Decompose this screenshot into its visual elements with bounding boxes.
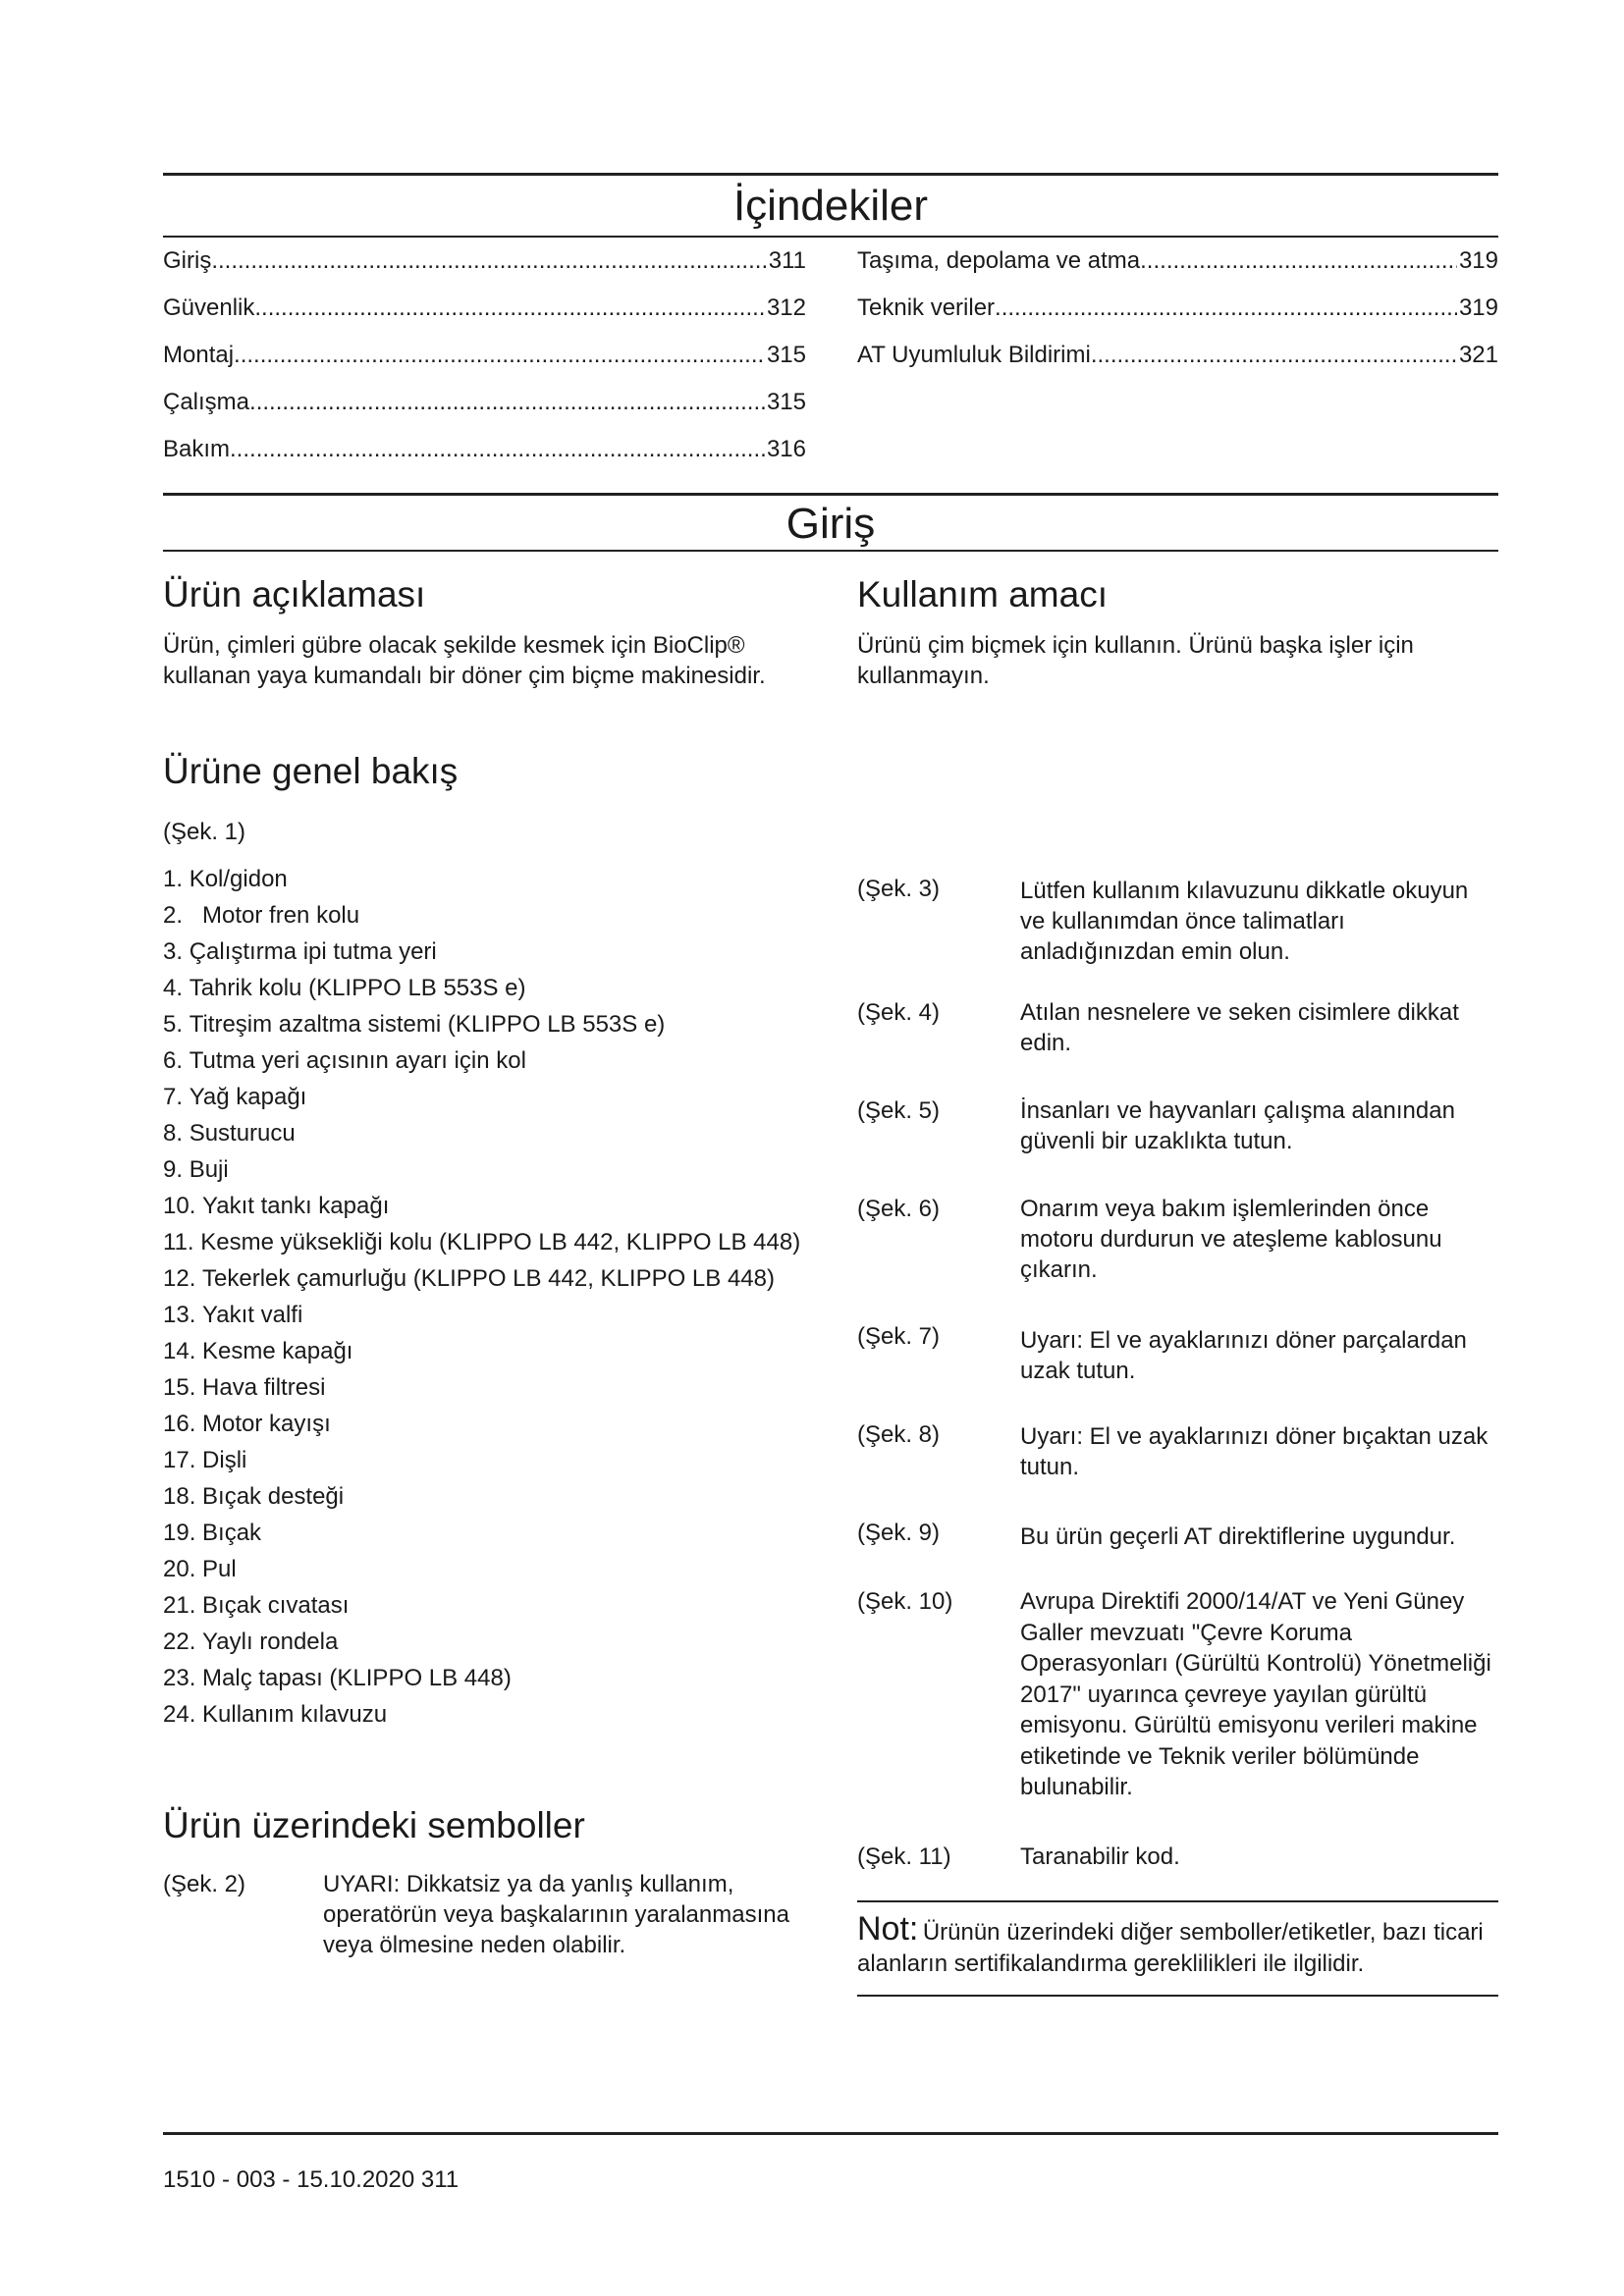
- overview-heading: Ürüne genel bakış: [163, 751, 459, 791]
- toc-leader: [249, 389, 765, 416]
- toc-entry-label: Montaj: [163, 342, 235, 368]
- toc-entry-page: 312: [766, 294, 806, 321]
- toc-entry[interactable]: [163, 294, 806, 342]
- manual-page: [163, 0, 1498, 2296]
- toc-entry[interactable]: [857, 247, 1498, 294]
- toc-entry-page: 319: [1458, 247, 1498, 274]
- toc-entry-label: Taşıma, depolama ve atma: [857, 247, 1141, 274]
- parts-list: [163, 864, 811, 1735]
- symbol-description: İnsanları ve hayvanları çalışma alanından güvenli bir uzaklıkta tutun.: [1020, 1097, 1455, 1154]
- toc-entry[interactable]: [163, 389, 806, 436]
- list-item: 3. Çalıştırma ipi tutma yeri: [163, 938, 437, 965]
- toc-entry-page: 319: [1458, 294, 1498, 321]
- toc-entry-page: 315: [766, 342, 806, 368]
- symbol-description: Uyarı: El ve ayaklarınızı döner bıçaktan uzak tutun.: [1020, 1423, 1489, 1480]
- product-description-text: Ürün, çimleri gübre olacak şekilde kesmek için BioClip® kullanan yaya kumandalı bir döner çim biçme makinesidir.: [163, 632, 766, 689]
- intro-title: Giriş: [785, 500, 876, 548]
- list-item: 7. Yağ kapağı: [163, 1084, 307, 1110]
- symbol-figure-ref: (Şek. 5): [857, 1097, 941, 1124]
- toc-entry[interactable]: [857, 294, 1498, 342]
- list-item: 17. Dişli: [163, 1447, 247, 1473]
- symbol-description: Uyarı: El ve ayaklarınızı döner parçalardan uzak tutun.: [1020, 1327, 1467, 1384]
- list-item: 19. Bıçak: [163, 1520, 262, 1546]
- toc-entry-label: Teknik veriler: [857, 294, 996, 321]
- list-item: 15. Hava filtresi: [163, 1374, 326, 1401]
- toc-entry[interactable]: [163, 342, 806, 389]
- list-item: 14. Kesme kapağı: [163, 1338, 353, 1364]
- toc-leader: [234, 342, 765, 369]
- toc-entry-label: Giriş: [163, 247, 212, 274]
- toc-entry-label: Bakım: [163, 436, 231, 462]
- toc-entry-page: 321: [1458, 342, 1498, 368]
- toc-entry-label: Çalışma: [163, 389, 250, 415]
- symbol-figure-ref: (Şek. 11): [857, 1843, 951, 1870]
- note-text: Ürünün üzerindeki diğer semboller/etiketler, bazı ticari alanların sertifikalandırma gereklilikleri ile ilgilidir.: [857, 1919, 1484, 1977]
- list-item: 16. Motor kayışı: [163, 1411, 331, 1437]
- symbol-figure-ref: (Şek. 6): [857, 1196, 941, 1222]
- list-item: 24. Kullanım kılavuzu: [163, 1701, 388, 1728]
- toc-entry[interactable]: [163, 436, 806, 483]
- toc-entry-page: 316: [766, 436, 806, 462]
- list-item: 21. Bıçak cıvatası: [163, 1592, 350, 1619]
- symbol-description: UYARI: Dikkatsiz ya da yanlış kullanım, operatörün veya başkalarının yaralanmasına veya ölmesine neden olabilir.: [323, 1871, 789, 1958]
- list-item: 8. Susturucu: [163, 1120, 296, 1147]
- list-item: 11. Kesme yüksekliği kolu (KLIPPO LB 442, KLIPPO LB 448): [163, 1229, 801, 1255]
- footer-rule: [163, 2132, 1498, 2135]
- toc-entry-page: 311: [768, 247, 806, 274]
- list-item: 2. Motor fren kolu: [163, 902, 360, 929]
- intended-use-heading: Kullanım amacı: [857, 574, 1108, 614]
- list-item: 13. Yakıt valfi: [163, 1302, 303, 1328]
- list-item: 23. Malç tapası (KLIPPO LB 448): [163, 1665, 512, 1691]
- note-label: Not:: [857, 1910, 919, 1948]
- list-item: 6. Tutma yeri açısının ayarı için kol: [163, 1047, 526, 1074]
- toc-leader: [254, 294, 765, 322]
- list-item: 22. Yaylı rondela: [163, 1629, 339, 1655]
- symbol-description: Bu ürün geçerli AT direktiflerine uygundur.: [1020, 1523, 1456, 1550]
- toc-leader: [211, 247, 766, 275]
- list-item: 20. Pul: [163, 1556, 237, 1582]
- intro-top-rule: [163, 493, 1498, 496]
- toc-entry-page: 315: [766, 389, 806, 415]
- symbol-description: Onarım veya bakım işlemlerinden önce motoru durdurun ve ateşleme kablosunu çıkarın.: [1020, 1196, 1442, 1283]
- symbol-figure-ref: (Şek. 2): [163, 1871, 246, 1897]
- symbol-figure-ref: (Şek. 7): [857, 1323, 941, 1350]
- toc-left-column: [163, 247, 806, 483]
- symbol-description: Avrupa Direktifi 2000/14/AT ve Yeni Güney Galler mevzuatı "Çevre Koruma Operasyonları (Gürültü Kontrolü) Yönetmeliği 2017" uyarınca çevreye yayılan gürültü emisyonu. Gürültü emisyonu verileri makine etiketinde ve Teknik veriler bölümünde bulunabilir.: [1020, 1588, 1491, 1800]
- toc-leader: [1140, 247, 1457, 275]
- list-item: 9. Buji: [163, 1156, 229, 1183]
- list-item: 4. Tahrik kolu (KLIPPO LB 553S e): [163, 975, 526, 1001]
- list-item: 10. Yakıt tankı kapağı: [163, 1193, 390, 1219]
- toc-leader: [1091, 342, 1457, 369]
- list-item: 18. Bıçak desteği: [163, 1483, 345, 1510]
- symbol-figure-ref: (Şek. 3): [857, 876, 941, 902]
- note-bottom-rule: [857, 1995, 1498, 1997]
- list-item: 5. Titreşim azaltma sistemi (KLIPPO LB 553S e): [163, 1011, 666, 1038]
- overview-figure-ref: (Şek. 1): [163, 819, 246, 845]
- toc-entry-label: Güvenlik: [163, 294, 255, 321]
- symbol-figure-ref: (Şek. 4): [857, 999, 941, 1026]
- toc-leader: [230, 436, 765, 463]
- symbol-figure-ref: (Şek. 9): [857, 1520, 941, 1546]
- toc-entry[interactable]: [857, 342, 1498, 389]
- symbol-figure-ref: (Şek. 10): [857, 1588, 953, 1615]
- toc-entry[interactable]: [163, 247, 806, 294]
- note-box: [857, 1910, 1498, 1979]
- symbol-description: Atılan nesnelere ve seken cisimlere dikkat edin.: [1020, 999, 1459, 1056]
- symbols-heading: Ürün üzerindeki semboller: [163, 1805, 585, 1845]
- product-description-heading: Ürün açıklaması: [163, 574, 426, 614]
- toc-top-rule: [163, 173, 1498, 176]
- note-top-rule: [857, 1900, 1498, 1902]
- symbol-description: Lütfen kullanım kılavuzunu dikkatle okuyun ve kullanımdan önce talimatları anladığınızdan emin olun.: [1020, 878, 1469, 965]
- toc-bottom-rule: [163, 236, 1498, 238]
- toc-leader: [995, 294, 1457, 322]
- list-item: 12. Tekerlek çamurluğu (KLIPPO LB 442, KLIPPO LB 448): [163, 1265, 775, 1292]
- symbol-figure-ref: (Şek. 8): [857, 1421, 941, 1448]
- toc-entry-label: AT Uyumluluk Bildirimi: [857, 342, 1091, 368]
- list-item: 1. Kol/gidon: [163, 866, 288, 892]
- intro-bottom-rule: [163, 550, 1498, 552]
- toc-title: İçindekiler: [732, 182, 929, 230]
- symbol-description: Taranabilir kod.: [1020, 1843, 1180, 1870]
- page-footer: 1510 - 003 - 15.10.2020 311: [163, 2166, 460, 2193]
- intended-use-text: Ürünü çim biçmek için kullanın. Ürünü başka işler için kullanmayın.: [857, 632, 1414, 689]
- toc-right-column: [857, 247, 1498, 389]
